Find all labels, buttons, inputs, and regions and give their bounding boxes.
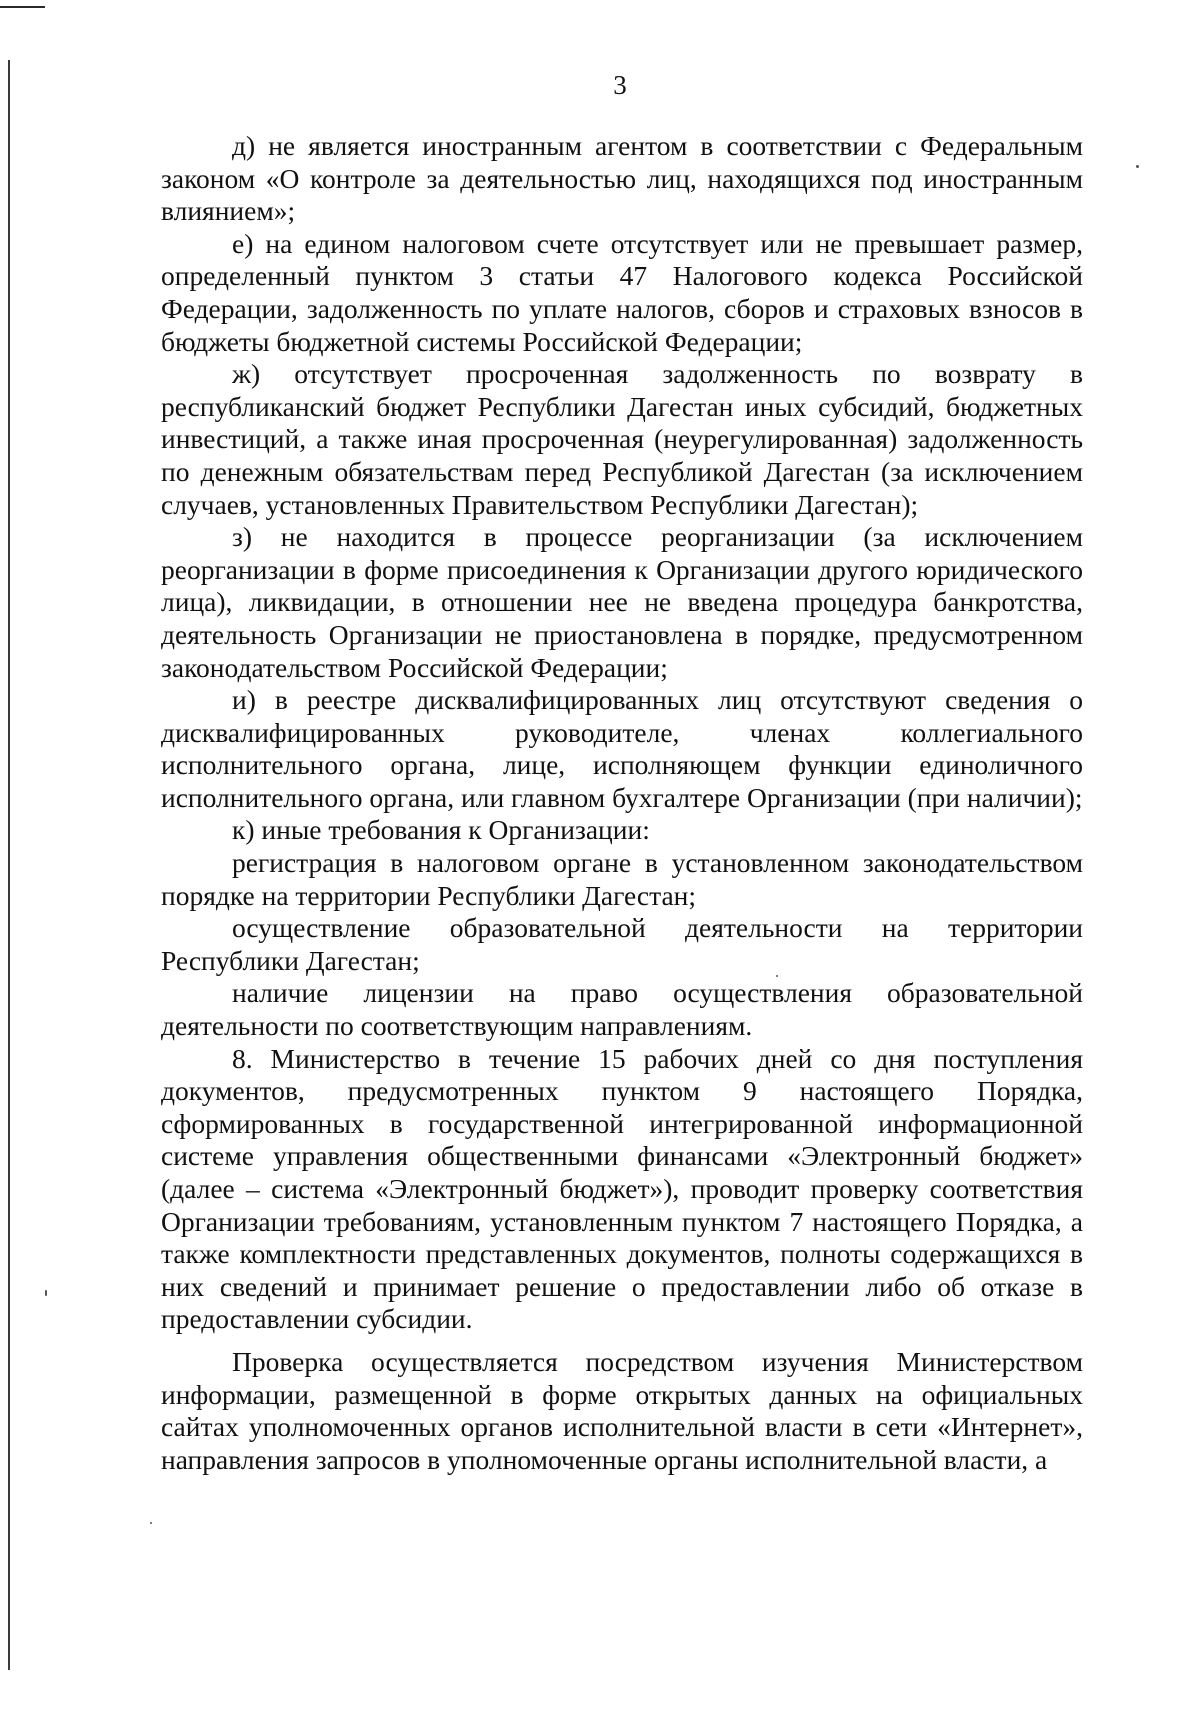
- paragraph-k-registration: регистрация в налоговом органе в установленном законодательством порядке на территории Республики Дагестан;: [161, 847, 1083, 911]
- scan-speck: [150, 1522, 152, 1524]
- scan-edge-left: [8, 60, 10, 1670]
- paragraph-d: д) не является иностранным агентом в соответствии с Федеральным законом «О контроле за деятельностью лиц, находящихся под иностранным влиянием»;: [161, 130, 1083, 227]
- document-body: [161, 130, 1083, 1476]
- paragraph-i: и) в реестре дисквалифицированных лиц отсутствуют сведения о дисквалифицированных руководителе, членах коллегиального исполнительного органа, лице, исполняющем функции единоличного исполнительного органа, или главном бухгалтере Организации (при наличии);: [161, 684, 1083, 813]
- paragraph-k: к) иные требования к Организации:: [232, 814, 650, 846]
- paragraph-k-license: наличие лицензии на право осуществления образовательной деятельности по соответствующим направлениям.: [161, 977, 1083, 1042]
- paragraph-verification: Проверка осуществляется посредством изучения Министерством информации, размещенной в форме открытых данных на официальных сайтах уполномоченных органов исполнительной власти в сети «Интернет», направления запросов в уполномоченные органы исполнительной власти, а: [161, 1345, 1083, 1475]
- scan-speck: [45, 1290, 47, 1296]
- paragraph-k-education: осуществление образовательной деятельности на территории Республики Дагестан;: [161, 912, 1083, 976]
- scan-speck: [1136, 165, 1139, 168]
- paragraph-z: з) не находится в процессе реорганизации (за исключением реорганизации в форме присоединения к Организации другого юридического лица), ликвидации, в отношении нее не введена процедура банкротства, деятельность Организации не приостановлена в порядке, предусмотренном законодательством Российской Федерации;: [161, 521, 1083, 683]
- paragraph-e: е) на едином налоговом счете отсутствует или не превышает размер, определенный пунктом 3 статьи 47 Налогового кодекса Российской Федерации, задолженность по уплате налогов, сборов и страховых взносов в бюджеты бюджетной системы Российской Федерации;: [161, 227, 1083, 357]
- page-number: 3: [613, 70, 627, 100]
- paragraph-8: 8. Министерство в течение 15 рабочих дней со дня поступления документов, предусмотренных пунктом 9 настоящего Порядка, сформированных в государственной интегрированной информационной системе управления общественными финансами «Электронный бюджет» (далее – система «Электронный бюджет»), проводит проверку соответствия Организации требованиям, установленным пунктом 7 настоящего Порядка, а также комплектности представленных документов, полноты содержащихся в них сведений и принимает решение о предоставлении либо об отказе в предоставлении субсидии.: [161, 1042, 1083, 1335]
- scan-edge-top: [0, 6, 45, 8]
- paragraph-zh: ж) отсутствует просроченная задолженность по возврату в республиканский бюджет Республики Дагестан иных субсидий, бюджетных инвестиций, а также иная просроченная (неурегулированная) задолженность по денежным обязательствам перед Республикой Дагестан (за исключением случаев, установленных Правительством Республики Дагестан);: [161, 358, 1083, 520]
